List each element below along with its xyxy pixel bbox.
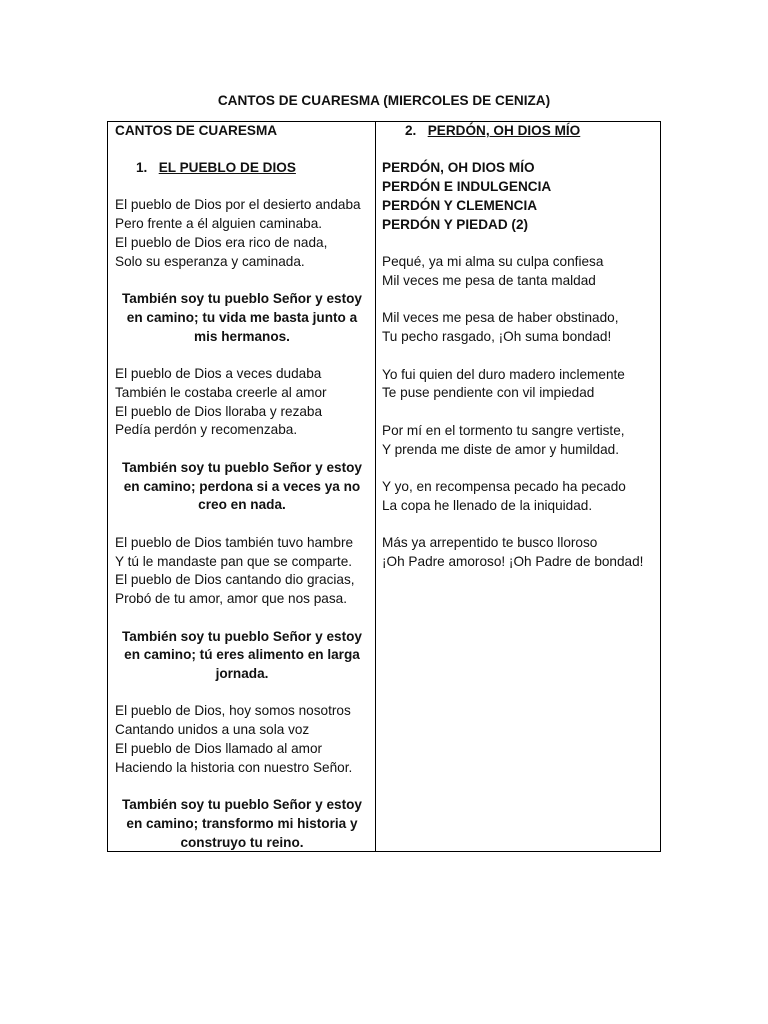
stanza-line: El pueblo de Dios llamado al amor bbox=[115, 741, 323, 757]
stanza-line: Pequé, ya mi alma su culpa confiesa bbox=[382, 254, 604, 270]
song-1-title: EL PUEBLO DE DIOS bbox=[158, 159, 296, 175]
song-1-stanza-2 bbox=[115, 365, 369, 440]
song-1-stanza-3 bbox=[115, 534, 369, 609]
songs-table bbox=[107, 121, 661, 852]
stanza-line: Yo fui quien del duro madero inclemente bbox=[382, 366, 625, 382]
stanza-line: Por mí en el tormento tu sangre vertiste, bbox=[382, 422, 625, 438]
refrain-line: PERDÓN Y PIEDAD (2) bbox=[382, 216, 529, 232]
stanza-line: Tu pecho rasgado, ¡Oh suma bondad! bbox=[382, 329, 612, 345]
song-1-heading bbox=[115, 159, 369, 178]
document-title: CANTOS DE CUARESMA (MIERCOLES DE CENIZA) bbox=[217, 93, 551, 108]
stanza-line: ¡Oh Padre amoroso! ¡Oh Padre de bondad! bbox=[382, 553, 644, 569]
stanza-line: Y prenda me diste de amor y humildad. bbox=[382, 441, 620, 457]
refrain-line: PERDÓN Y CLEMENCIA bbox=[382, 197, 538, 213]
stanza-line: Pedía perdón y recomenzaba. bbox=[115, 422, 298, 438]
stanza-line: Y yo, en recompensa pecado ha pecado bbox=[382, 478, 626, 494]
song-1-chorus-2: También soy tu pueblo Señor y estoy en camino; perdona si a veces ya no creo en nada. bbox=[122, 459, 362, 513]
stanza-line: El pueblo de Dios lloraba y rezaba bbox=[115, 403, 323, 419]
stanza-line: Solo su esperanza y caminada. bbox=[115, 253, 305, 269]
refrain-line: PERDÓN, OH DIOS MÍO bbox=[382, 160, 535, 176]
song-1-chorus-3: También soy tu pueblo Señor y estoy en camino; tú eres alimento en larga jornada. bbox=[122, 628, 362, 682]
song-2-stanza-6 bbox=[382, 534, 654, 572]
stanza-line: Haciendo la historia con nuestro Señor. bbox=[115, 759, 353, 775]
stanza-line: El pueblo de Dios era rico de nada, bbox=[115, 234, 328, 250]
stanza-line: Probó de tu amor, amor que nos pasa. bbox=[115, 591, 347, 607]
song-1-stanza-4 bbox=[115, 702, 369, 777]
column-header: CANTOS DE CUARESMA bbox=[115, 123, 278, 138]
song-2-stanza-3 bbox=[382, 366, 654, 404]
song-2-stanza-4 bbox=[382, 422, 654, 460]
refrain-line: PERDÓN E INDULGENCIA bbox=[382, 179, 552, 195]
song-1-chorus-1: También soy tu pueblo Señor y estoy en camino; tu vida me basta junto a mis hermanos. bbox=[122, 290, 362, 344]
stanza-line: Mil veces me pesa de tanta maldad bbox=[382, 272, 596, 288]
right-column bbox=[376, 122, 660, 851]
stanza-line: El pueblo de Dios, hoy somos nosotros bbox=[115, 703, 351, 719]
stanza-line: Más ya arrepentido te busco lloroso bbox=[382, 535, 598, 551]
stanza-line: Pero frente a él alguien caminaba. bbox=[115, 215, 323, 231]
stanza-line: Y tú le mandaste pan que se comparte. bbox=[115, 553, 353, 569]
song-1-stanza-1 bbox=[115, 196, 369, 271]
song-2-stanza-1 bbox=[382, 253, 654, 291]
song-1-number: 1. bbox=[136, 159, 148, 175]
song-2-refrain bbox=[382, 159, 654, 234]
song-2-stanza-5 bbox=[382, 478, 654, 516]
stanza-line: El pueblo de Dios también tuvo hambre bbox=[115, 534, 354, 550]
stanza-line: Mil veces me pesa de haber obstinado, bbox=[382, 310, 619, 326]
stanza-line: También le costaba creerle al amor bbox=[115, 384, 327, 400]
song-2-stanza-2 bbox=[382, 309, 654, 347]
song-2-heading bbox=[382, 122, 654, 141]
song-1-chorus-4: También soy tu pueblo Señor y estoy en camino; transformo mi historia y construyo tu reino. bbox=[122, 797, 362, 850]
song-2-number: 2. bbox=[405, 123, 417, 138]
stanza-line: El pueblo de Dios por el desierto andaba bbox=[115, 197, 361, 213]
song-2-title: PERDÓN, OH DIOS MÍO bbox=[427, 123, 581, 138]
stanza-line: Te puse pendiente con vil impiedad bbox=[382, 385, 595, 401]
stanza-line: La copa he llenado de la iniquidad. bbox=[382, 497, 593, 513]
stanza-line: El pueblo de Dios cantando dio gracias, bbox=[115, 572, 355, 588]
left-column bbox=[108, 122, 376, 851]
stanza-line: El pueblo de Dios a veces dudaba bbox=[115, 365, 322, 381]
stanza-line: Cantando unidos a una sola voz bbox=[115, 722, 310, 738]
